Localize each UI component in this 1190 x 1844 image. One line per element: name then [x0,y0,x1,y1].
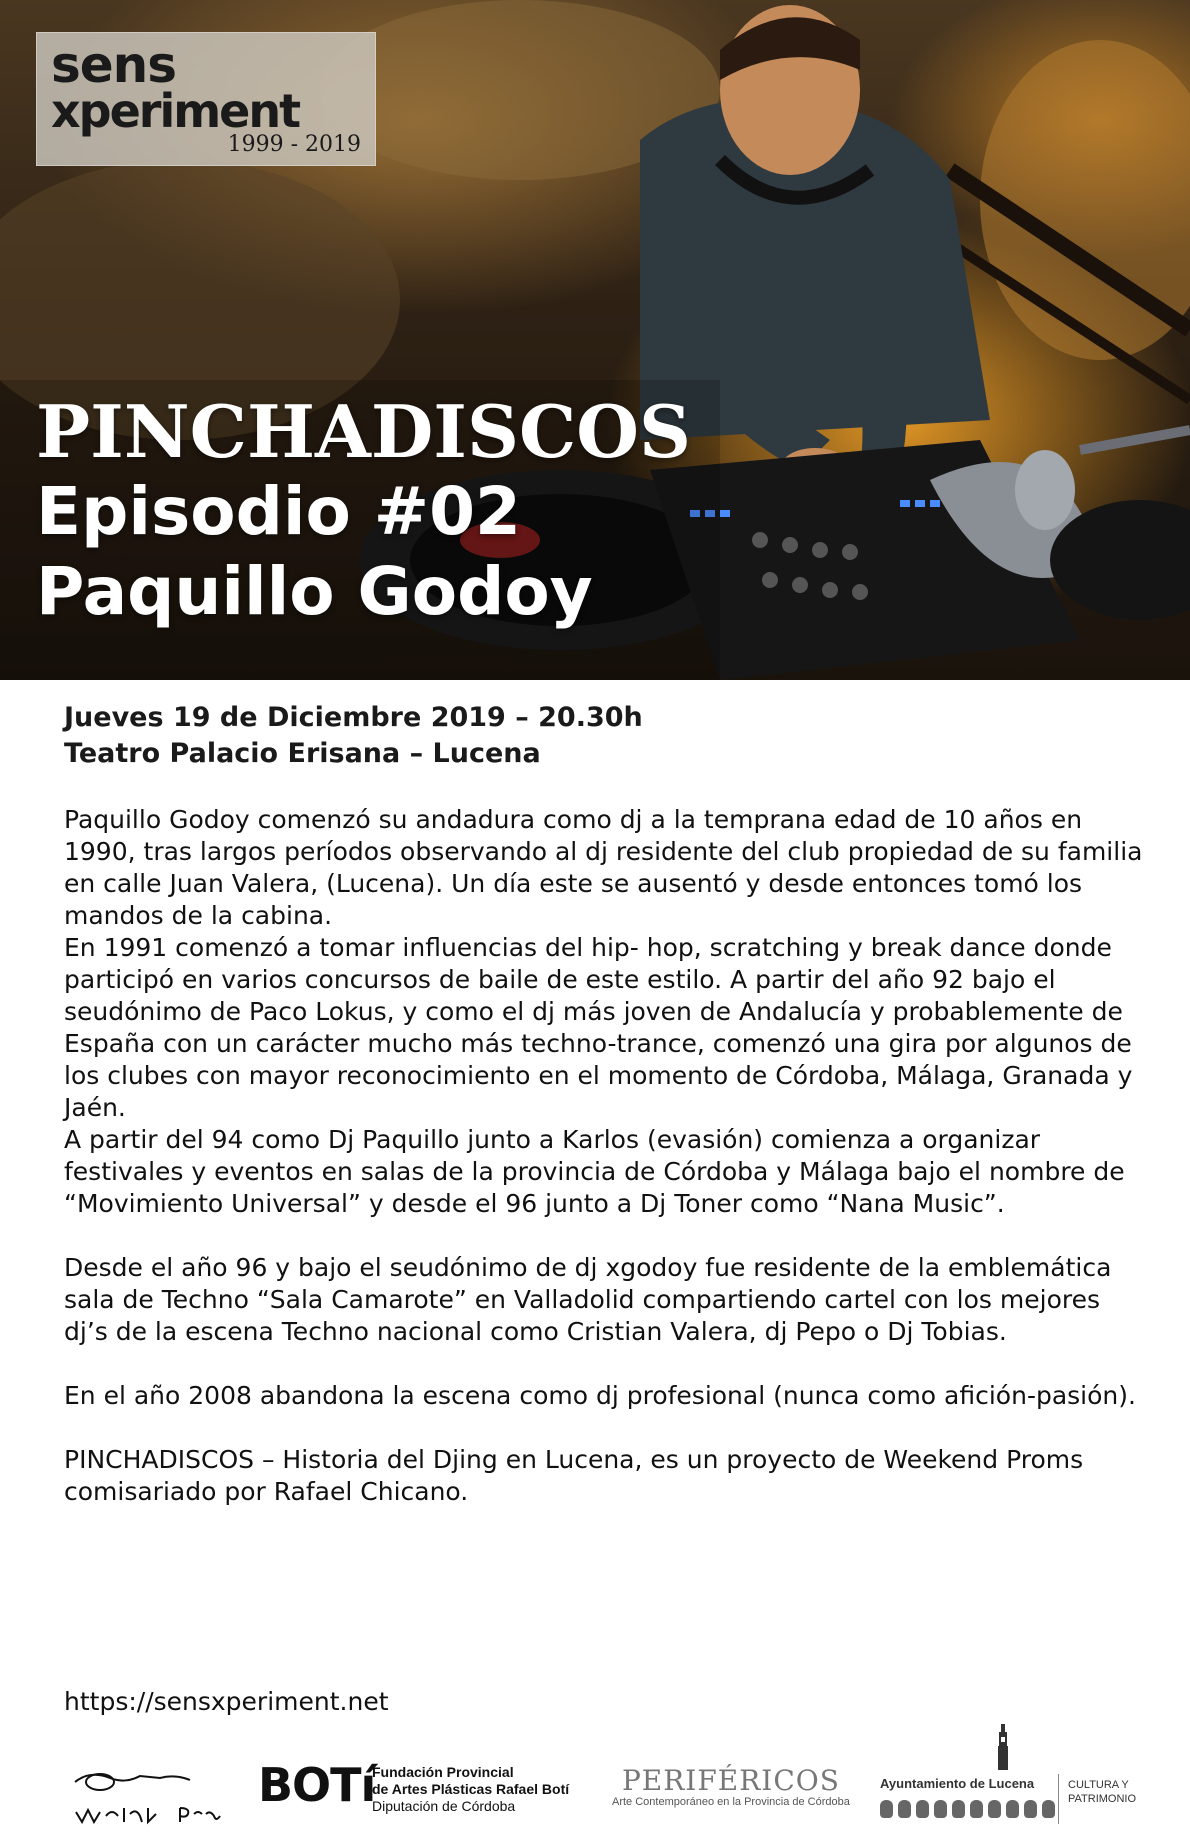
bio-paragraph-4: Desde el año 96 y bajo el seudónimo de dj xgodoy fue residente de la emblemática sala de Techno “Sala Camarote” en Valladolid compartiendo cartel con los mejores dj’s de la escena Techno nacional como Cristian Valera, dj Pepo o Dj Tobias. [64,1253,1112,1346]
project-credit: PINCHADISCOS – Historia del Djing en Lucena, es un proyecto de Weekend Proms comisariado por Rafael Chicano. [64,1445,1084,1506]
logo-years: 1999 - 2019 [227,132,361,157]
bio-paragraph-3: A partir del 94 como Dj Paquillo junto a Karlos (evasión) comienza a organizar festivales y eventos en salas de la provincia de Córdoba y Málaga bajo el nombre de “Movimiento Universal” y desde el 96 junto a Dj Toner como “Nana Music”. [64,1125,1125,1218]
hero-photo [0,0,1190,680]
website-link[interactable]: https://sensxperiment.net [64,1687,389,1716]
ayuntamiento-logo [880,1724,1080,1834]
logo-line-2: xperiment [51,84,300,138]
perifericos-name: PERIFÉRICOS [621,1764,840,1797]
fundacion-line-1: Fundación Provincial [372,1764,514,1780]
main-content [64,700,1144,1508]
artist-name: Paquillo Godoy [36,553,593,630]
weekend-proms-logo [70,1764,230,1828]
episode-label: Episodio #02 [36,473,521,550]
fundacion-line-3: Diputación de Córdoba [372,1798,516,1814]
bio-paragraph-5: En el año 2008 abandona la escena como dj profesional (nunca como afición-pasión). [64,1381,1136,1410]
tower-icon [996,1724,1010,1770]
bio-paragraph-1: Paquillo Godoy comenzó su andadura como dj a la temprana edad de 10 años en 1990, tras largos períodos observando al dj residente del club propiedad de su familia en calle Juan Valera, (Lucena). Un día este se ausentó y desde entonces tomó los mandos de la cabina. [64,805,1143,930]
logo-line-1: sens [51,36,177,94]
artist-biography [64,804,1144,1508]
event-venue: Teatro Palacio Erisana – Lucena [64,738,541,769]
event-date-time: Jueves 19 de Diciembre 2019 – 20.30h [64,702,643,733]
perifericos-subtitle: Arte Contemporáneo en la Provincia de Córdoba [612,1796,850,1808]
hero-title-block [36,389,691,632]
boti-logo: BOTí [258,1758,376,1812]
cultura-patrimonio-label [1068,1778,1136,1806]
series-title: PINCHADISCOS [36,389,691,474]
ayuntamiento-name: Ayuntamiento de Lucena [880,1776,1035,1791]
sponsor-logos [0,1716,1190,1836]
cultura-line-1: CULTURA Y [1068,1779,1129,1791]
bio-paragraph-2: En 1991 comenzó a tomar influencias del hip- hop, scratching y break dance donde participó en varios concursos de baile de este estilo. A partir del año 92 bajo el seudónimo de Paco Lokus, y como el dj más joven de Andalucía y probablemente de España con un carácter mucho más techno-trance, comenzó una gira por algunos de los clubes con mayor reconocimiento en el momento de Córdoba, Málaga, Granada y Jaén. [64,933,1133,1122]
sensxperiment-logo [36,32,376,166]
perifericos-logo [612,1766,850,1808]
fundacion-line-2: de Artes Plásticas Rafael Botí [372,1781,570,1797]
event-details [64,700,1144,772]
ayuntamiento-mark [880,1800,1055,1818]
cultura-line-2: PATRIMONIO [1068,1793,1137,1805]
fundacion-logo-text [372,1764,569,1815]
